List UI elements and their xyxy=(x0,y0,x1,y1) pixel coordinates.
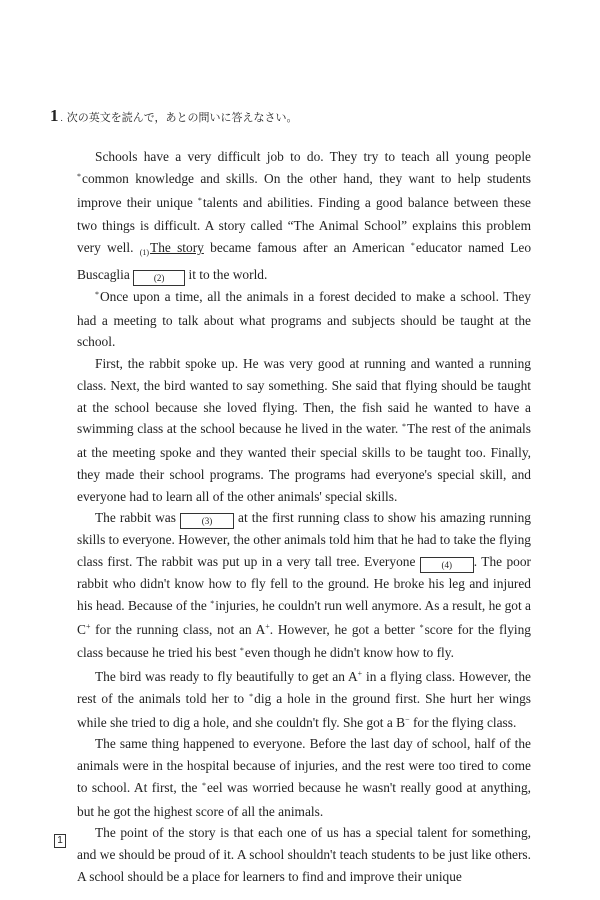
text: in a flying class. However, the rest of the animals told her to xyxy=(77,669,531,706)
underline-ref-number: (1) xyxy=(139,248,150,257)
question-number: 1 xyxy=(50,106,59,125)
vocab-note-mark: * xyxy=(401,422,406,432)
vocab-note-mark: * xyxy=(197,195,202,205)
text: The same thing happened to everyone. Before the last day of school, half of the animals were in the hospital because of injuries, and the rest were too tired to come to school. At first, the xyxy=(77,736,531,795)
question-heading xyxy=(50,106,298,126)
answer-blank-2[interactable]: (2) xyxy=(133,270,185,286)
vocab-note-mark: * xyxy=(419,622,424,632)
text: The bird was ready to fly beautifully to get an A xyxy=(95,669,358,684)
question-number-separator: . xyxy=(60,113,63,123)
vocab-note-mark: * xyxy=(239,646,244,656)
text: The rest of the animals at the meeting spoke and they wanted their special skills to be taught too. Finally, they made their school programs. The programs had everyone's special skill, and everyone had to learn all of the other animals' special skills. xyxy=(77,421,531,504)
paragraph-7 xyxy=(77,822,531,887)
page-number-box: 1 xyxy=(54,834,66,848)
paragraph-2 xyxy=(77,286,531,353)
vocab-note-mark: * xyxy=(95,289,99,299)
text: The rabbit was xyxy=(95,510,180,526)
text: dig a hole in the ground first. She hurt her wings while she tried to dig a hole, and she couldn't fly. She got a B xyxy=(77,690,531,730)
text: became famous after an American xyxy=(203,240,411,255)
text: for the flying class. xyxy=(409,714,517,730)
text: Schools have a very difficult job to do. They try to teach all young people xyxy=(95,149,531,164)
text: even though he didn't know how to fly. xyxy=(244,645,454,661)
vocab-note-mark: * xyxy=(249,691,254,701)
text: eel was worried because he wasn't really good at anything, but he got the highest score of all the animals. xyxy=(77,779,531,819)
text: . However, he got a better xyxy=(269,621,420,637)
text: it to the world. xyxy=(185,266,268,282)
vocab-note-mark: * xyxy=(410,241,415,250)
answer-blank-3[interactable]: (3) xyxy=(180,513,234,529)
question-instruction: 次の英文を読んで，あとの問いに答えなさい。 xyxy=(66,112,298,124)
grade-modifier: + xyxy=(357,669,363,678)
text: First, the rabbit spoke up. He was very good at running and wanted a running class. Next, the bird wanted to say something. She said that flying should be taught at the school because she loved flying. Then, the fish said he wanted to have a swimming class at the school because he lived in the water. xyxy=(77,356,531,437)
text: The point of the story is that each one of us has a special talent for something, and we should be proud of it. A school shouldn't teach students to be just like others. A school should be a place for learners to find and improve their unique xyxy=(77,825,531,884)
grade-modifier: − xyxy=(405,714,410,724)
reading-passage xyxy=(77,146,531,888)
answer-blank-4[interactable]: (4) xyxy=(420,557,474,573)
text: talents and abilities. Finding a good balance between these two things is difficult. A story called “The Animal School” explains this problem very well. xyxy=(77,194,531,255)
text: educator named Leo Buscaglia xyxy=(77,240,532,282)
grade-modifier: + xyxy=(85,621,91,631)
text: at the first running class to show his amazing running skills to everyone. However, the other animals told him that he had to take the flying class first. The rabbit was put up in a very tall tree. Everyone xyxy=(77,510,531,569)
vocab-note-mark: * xyxy=(210,598,215,608)
text: . The poor rabbit who didn't know how to fly fell to the ground. He broke his leg and injured his head. Because of the xyxy=(77,554,531,613)
paragraph-6 xyxy=(77,733,531,822)
underlined-phrase-1: The story xyxy=(150,240,204,255)
paragraph-1 xyxy=(77,146,531,286)
text: score for the flying class because he tried his best xyxy=(77,621,531,661)
text: for the running class, not an A xyxy=(90,621,266,637)
paragraph-4 xyxy=(77,507,531,666)
paragraph-5 xyxy=(77,666,531,733)
paragraph-3 xyxy=(77,353,531,507)
vocab-note-mark: * xyxy=(201,780,206,790)
text: common knowledge and skills. On the other hand, they want to help students improve their unique xyxy=(77,170,531,210)
vocab-note-mark: * xyxy=(77,171,81,181)
text: injuries, he couldn't run well anymore. As a result, he got a C xyxy=(77,597,532,637)
grade-modifier: + xyxy=(265,621,270,631)
text: Once upon a time, all the animals in a forest decided to make a school. They had a meeting to talk about what programs and subjects should be taught at the school. xyxy=(77,288,531,350)
